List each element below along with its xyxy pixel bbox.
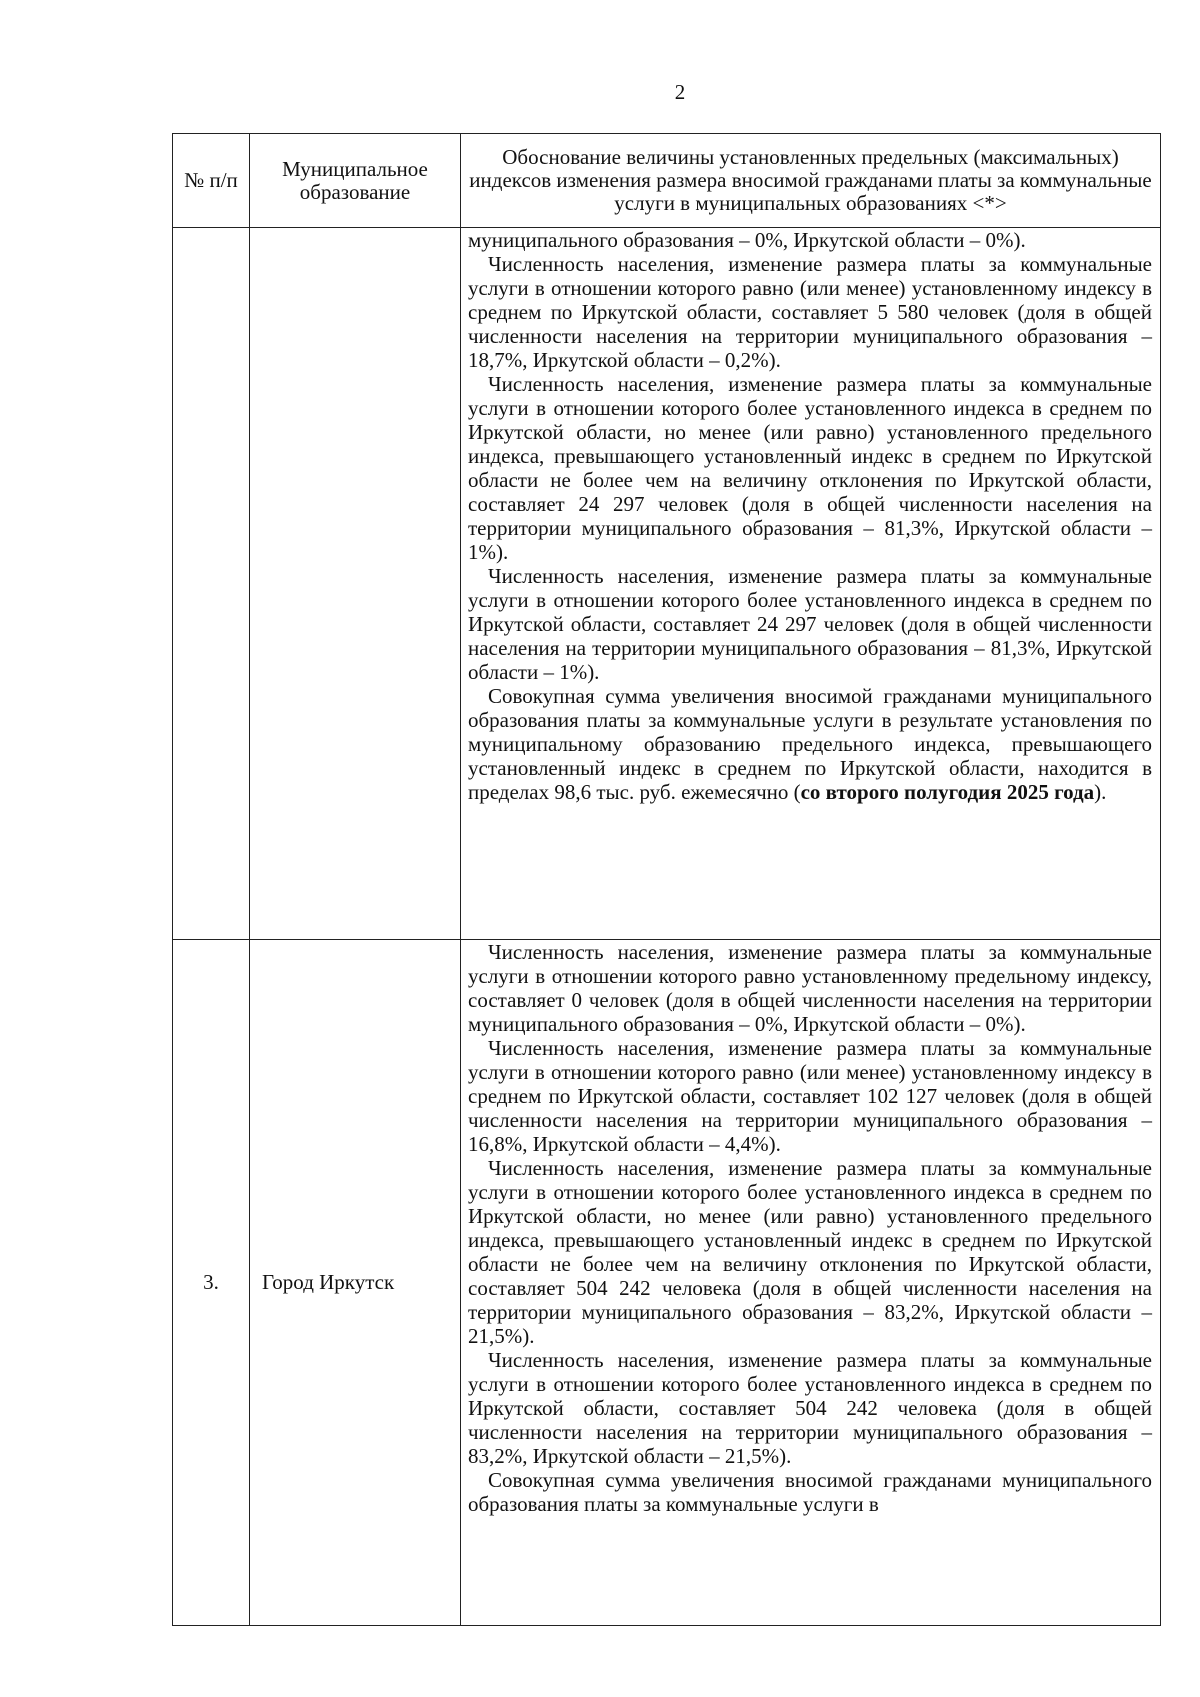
paragraph: муниципального образования – 0%, Иркутской области – 0%). [468, 228, 1026, 252]
row-municipality: Город Иркутск [250, 940, 461, 1626]
table-header-row [173, 134, 1161, 228]
paragraph: Численность населения, изменение размера платы за коммунальные услуги в отношении которого более установленного индекса в среднем по Иркутской области, составляет 504 242 человека (доля в общей численности населения на территории муниципального образования – 83,2%, Иркутской области – 21,5%). [468, 1348, 1152, 1468]
summary-tail: ). [1094, 780, 1107, 804]
row-num: 3. [173, 940, 250, 1626]
paragraph: Численность населения, изменение размера платы за коммунальные услуги в отношении которого равно (или менее) установленному индексу в среднем по Иркутской области, составляет 5 580 человек (доля в общей численности населения на территории муниципального образования – 18,7%, Иркутской области – 0,2%). [468, 252, 1152, 372]
header-municipality: Муниципальное образование [250, 134, 461, 228]
header-num: № п/п [173, 134, 250, 228]
paragraph: Численность населения, изменение размера платы за коммунальные услуги в отношении которого равно установленному предельному индексу, составляет 0 человек (доля в общей численности населения на территории муниципального образования – 0%, Иркутской области – 0%). [468, 940, 1152, 1036]
header-justification: Обоснование величины установленных предельных (максимальных) индексов изменения размера вносимой гражданами платы за коммунальные услуги в муниципальных образованиях <*> [461, 134, 1161, 228]
paragraph: Численность населения, изменение размера платы за коммунальные услуги в отношении которого более установленного индекса в среднем по Иркутской области, составляет 24 297 человек (доля в общей численности населения на территории муниципального образования – 81,3%, Иркутской области – 1%). [468, 564, 1152, 684]
row-justification [461, 940, 1161, 1626]
paragraph: Численность населения, изменение размера платы за коммунальные услуги в отношении которого более установленного индекса в среднем по Иркутской области, но менее (или равно) установленного предельного индекса, превышающего установленный индекс в среднем по Иркутской области не более чем на величину отклонения по Иркутской области, составляет 24 297 человек (доля в общей численности населения на территории муниципального образования – 81,3%, Иркутской области – 1%). [468, 372, 1152, 564]
row-justification [461, 228, 1161, 940]
paragraph-summary [468, 684, 1152, 804]
summary-text: Совокупная сумма увеличения вносимой гражданами муниципального образования платы за коммунальные услуги в результате установления по муниципальному образованию предельного индекса, превышающего установленный индекс в среднем по Иркутской области, находится в пределах 98,6 тыс. руб. ежемесячно ( [468, 684, 1152, 804]
table-row [173, 940, 1161, 1626]
row-municipality [250, 228, 461, 940]
paragraph: Численность населения, изменение размера платы за коммунальные услуги в отношении которого более установленного индекса в среднем по Иркутской области, но менее (или равно) установленного предельного индекса, превышающего установленный индекс в среднем по Иркутской области не более чем на величину отклонения по Иркутской области, составляет 504 242 человека (доля в общей численности населения на территории муниципального образования – 83,2%, Иркутской области – 21,5%). [468, 1156, 1152, 1348]
paragraph: Совокупная сумма увеличения вносимой гражданами муниципального образования платы за коммунальные услуги в [468, 1468, 1152, 1516]
summary-period: со второго полугодия 2025 года [800, 780, 1095, 804]
paragraph: Численность населения, изменение размера платы за коммунальные услуги в отношении которого равно (или менее) установленному индексу в среднем по Иркутской области, составляет 102 127 человек (доля в общей численности населения на территории муниципального образования – 16,8%, Иркутской области – 4,4%). [468, 1036, 1152, 1156]
table-row [173, 228, 1161, 940]
row-num [173, 228, 250, 940]
indices-table [172, 133, 1161, 1626]
page-number: 2 [674, 80, 686, 104]
